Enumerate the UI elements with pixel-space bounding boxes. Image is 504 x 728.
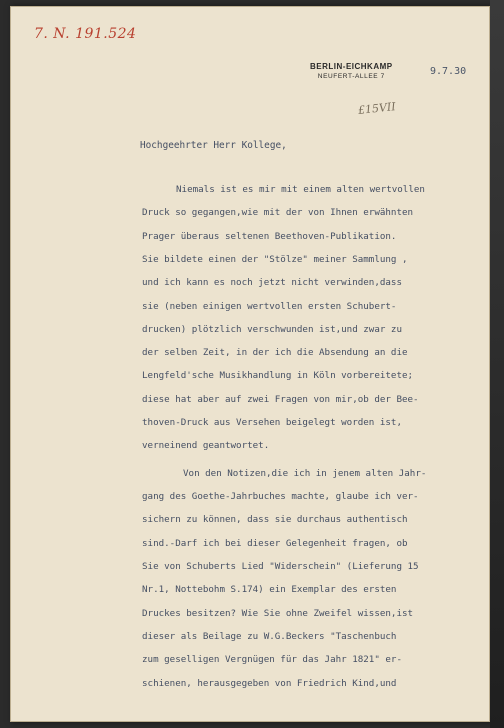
letter-line: Prager überaus seltenen Beethoven-Publikation. <box>142 230 397 242</box>
archive-note: 7. N. 191.524 <box>34 26 137 42</box>
letter-line: schienen, herausgegeben von Friedrich Kind,und <box>142 677 397 689</box>
salutation: Hochgeehrter Herr Kollege, <box>140 140 287 151</box>
letter-line: Druckes besitzen? Wie Sie ohne Zweifel wissen,ist <box>142 607 414 619</box>
letter-line: und ich kann es noch jetzt nicht verwinden,dass <box>142 277 402 289</box>
letter-line: dieser als Beilage zu W.G.Beckers "Taschenbuch <box>142 630 397 642</box>
letter-date: 9.7.30 <box>430 66 467 77</box>
letter-line: Lengfeld'sche Musikhandlung in Köln vorbereitete; <box>142 370 414 382</box>
pencil-stamp: £15VII <box>357 100 397 117</box>
letter-line: sind.-Darf ich bei dieser Gelegenheit fragen, ob <box>142 537 408 549</box>
letterhead-line-1: BERLIN-EICHKAMP <box>310 62 393 71</box>
letter-line: gang des Goethe-Jahrbuches machte, glaube ich ver- <box>142 491 419 503</box>
letterhead <box>310 62 393 80</box>
letter-line: Von den Notizen,die ich in jenem alten Jahr- <box>183 467 427 479</box>
letter-line: drucken) plötzlich verschwunden ist,und zwar zu <box>142 323 402 335</box>
letter-line: Druck so gegangen,wie mit der von Ihnen erwähnten <box>142 207 414 219</box>
letter-line: der selben Zeit, in der ich die Absendung an die <box>142 347 408 359</box>
letter-line: diese hat aber auf zwei Fragen von mir,ob der Bee- <box>142 393 419 405</box>
letter-line: Niemals ist es mir mit einem alten wertvollen <box>176 184 425 195</box>
letter-line: zum geselligen Vergnügen für das Jahr 1821" er- <box>142 654 402 666</box>
letter-line: sie (neben einigen wertvollen ersten Schubert- <box>142 300 397 312</box>
letter-line: verneinend geantwortet. <box>142 440 270 452</box>
letter-line: sichern zu können, dass sie durchaus authentisch <box>142 514 408 526</box>
letter-line: thoven-Druck aus Versehen beigelegt worden ist, <box>142 417 402 428</box>
letter-line: Sie von Schuberts Lied "Widerschein" (Lieferung 15 <box>142 561 419 572</box>
letterhead-line-2: NEUFERT-ALLEE 7 <box>317 73 385 80</box>
letter-line: Nr.1, Nottebohm S.174) ein Exemplar des ersten <box>142 584 397 596</box>
letter-line: Sie bildete einen der "Stölze" meiner Sammlung , <box>142 253 408 265</box>
scan-edge <box>490 0 504 728</box>
